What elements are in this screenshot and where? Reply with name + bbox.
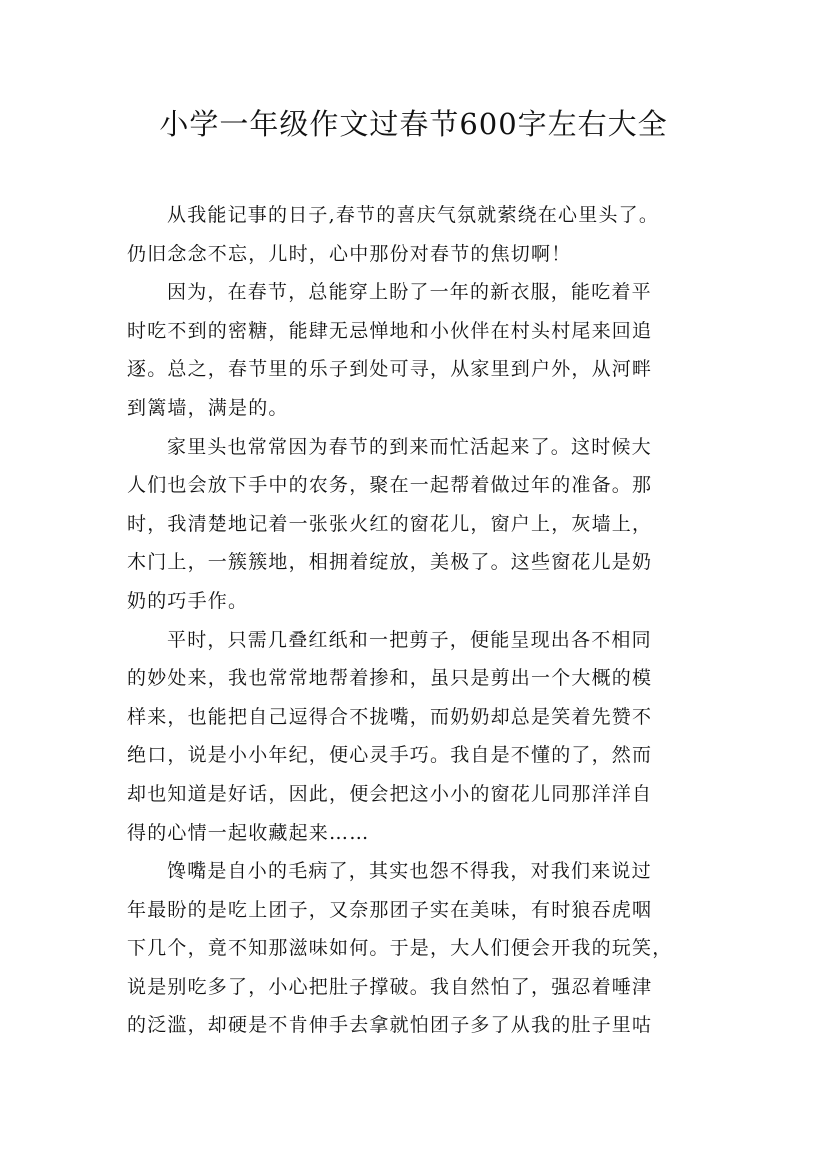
- text-line: 说是别吃多了，小心把肚子撑破。我自然怕了，强忍着唾津: [127, 975, 653, 998]
- text-line: 绝口，说是小小年纪，便心灵手巧。我自是不懂的了，然而: [127, 744, 653, 767]
- text-line: 仍旧念念不忘，儿时，心中那份对春节的焦切啊！: [127, 242, 572, 265]
- text-line: 家里头也常常因为春节的到来而忙活起来了。这时候大: [167, 435, 652, 458]
- text-line: 时，我清楚地记着一张张火红的窗花儿，窗户上，灰墙上，: [127, 512, 653, 535]
- page-title: 小学一年级作文过春节600字左右大全: [159, 107, 668, 141]
- text-line: 的泛滥，却硬是不肯伸手去拿就怕团子多了从我的肚子里咕: [127, 1014, 653, 1037]
- text-line: 时吃不到的密糖，能肆无忌惮地和小伙伴在村头村尾来回追: [127, 319, 653, 342]
- text-line: 下几个，竟不知那滋味如何。于是，大人们便会开我的玩笑，: [127, 937, 673, 960]
- text-line: 从我能记事的日子,春节的喜庆气氛就萦绕在心里头了。: [167, 204, 660, 226]
- text-line: 馋嘴是自小的毛病了，其实也怨不得我，对我们来说过: [167, 860, 652, 883]
- text-line: 逐。总之，春节里的乐子到处可寻，从家里到户外，从河畔: [127, 358, 653, 381]
- essay-body: [127, 196, 711, 1045]
- text-line: 平时，只需几叠红纸和一把剪子，便能呈现出各不相同: [167, 628, 652, 651]
- text-line: 年最盼的是吃上团子，又奈那团子实在美味，有时狼吞虎咽: [127, 898, 653, 921]
- text-line: 得的心情一起收藏起来……: [127, 821, 370, 844]
- text-line: 到篱墙，满是的。: [127, 396, 289, 419]
- text-line: 奶的巧手作。: [127, 589, 249, 612]
- text-line: 因为，在春节，总能穿上盼了一年的新衣服，能吃着平: [167, 281, 652, 304]
- text-line: 样来，也能把自己逗得合不拢嘴，而奶奶却总是笑着先赞不: [127, 705, 653, 728]
- text-line: 的妙处来，我也常常地帮着掺和，虽只是剪出一个大概的模: [127, 667, 653, 690]
- text-line: 木门上，一簇簇地，相拥着绽放，美极了。这些窗花儿是奶: [127, 551, 653, 574]
- text-line: 却也知道是好话，因此，便会把这小小的窗花儿同那洋洋自: [127, 782, 653, 805]
- text-line: 人们也会放下手中的农务，聚在一起帮着做过年的准备。那: [127, 474, 653, 497]
